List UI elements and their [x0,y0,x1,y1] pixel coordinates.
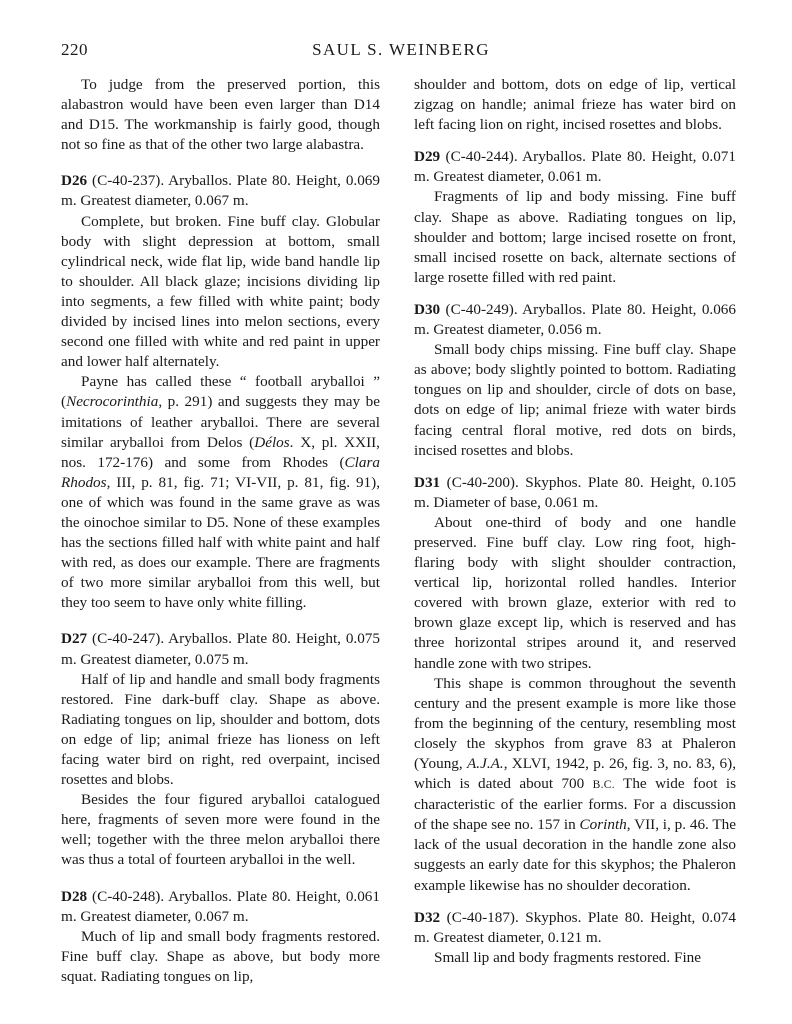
entry-d30-description: Small body chips missing. Fine buff clay. Shape as above; body slightly pointed to bottom. Radiating tongues on lip and shoulder, circle of dots on base, dots on edge of lip; animal frieze with water birds facing central floral motive, red dots on birds, incised rosettes and blobs. [414,341,736,459]
catalog-number: D26 [61,172,88,190]
text-run: Payne has called these “ football aryballoi ” ( [61,373,380,411]
catalog-number: D28 [61,887,88,905]
entry-specs: (C-40-237). Aryballos. Plate 80. Height, 0.069 m. Greatest diameter, 0.067 m. [61,172,380,210]
catalog-number: D30 [414,300,441,318]
entry-specs: (C-40-247). Aryballos. Plate 80. Height, 0.075 m. Greatest diameter, 0.075 m. [61,630,380,668]
entry-d27-heading [61,629,380,669]
entry-d32-description: Small lip and body fragments restored. Fine [434,948,701,966]
catalog-number: D31 [414,473,441,491]
left-column [61,75,380,987]
entry-d28-heading [61,887,380,927]
text-run: , III, p. 81, fig. 71; VI-VII, p. 81, fig. 91), one of which was found in the same grave as was the oinochoe similar to D5. None of these examples has the sections filled half with white paint and half with red, as does our example. There are fragments of two more similar aryballoi from this well, but they too seem to have only white filling. [61,473,380,612]
entry-d31-description: About one-third of body and one handle preserved. Fine buff clay. Low ring foot, high-flaring body with slight shoulder contraction, vertical lip, horizontal rolled handles. Interior covered with brown glaze, exterior with red to brown glaze except lip, which is reserved and has three horizontal stripes around it, and reserved handle zone with two stripes. [414,513,736,672]
text-run: , XLVI, 1942, p. 26, fig. 3, no. 83, 6), which is dated about 700 [414,755,736,793]
small-caps-era: B.C. [592,779,615,792]
entry-d28-description-continued: shoulder and bottom, dots on edge of lip, vertical zigzag on handle; animal frieze has water bird on left facing lion on right, incised rosettes and blobs. [414,76,736,134]
catalog-number: D32 [414,908,441,926]
running-head: SAUL S. WEINBERG [312,40,490,59]
entry-specs: (C-40-187). Skyphos. Plate 80. Height, 0.074 m. Greatest diameter, 0.121 m. [414,908,736,946]
text-run: , VII, i, p. 46. The lack of the usual decoration in the handle zone also suggests an early date for this skyphos; the Phaleron example likewise has no shoulder decoration. [414,816,736,894]
entry-specs: (C-40-244). Aryballos. Plate 80. Height, 0.071 m. Greatest diameter, 0.061 m. [414,148,736,186]
italic-title: Necrocorinthia [66,393,159,411]
entry-d29-description: Fragments of lip and body missing. Fine buff clay. Shape as above. Radiating tongues on lip, shoulder and bottom; large incised rosette on front, small incised rosette on back, alternate sections of large rosette filled with red paint. [414,188,736,286]
catalog-number: D29 [414,148,441,166]
entry-d26-heading [61,171,380,211]
text-run: , p. 291) and suggests they may be imitations of leather aryballoi. There are several similar aryballoi from Delos ( [61,393,380,451]
text-run: . X, pl. XXII, nos. 172-176) and some from Rhodes ( [61,433,380,471]
entry-d26-description: Complete, but broken. Fine buff clay. Globular body with slight depression at bottom, small cylindrical neck, wide flat lip, wide band handle lip to shoulder. All black glaze; incisions dividing lip into segments, a few filled with white paint; body divided by incised lines into melon sections, every second one filled with white and red paint in upper and lower half alternately. [61,212,380,371]
text-run: The wide foot is characteristic of the earlier forms. For a discussion of the shape see no. 157 in [414,775,736,834]
italic-title: Clara Rhodos [61,453,380,491]
entry-d31-discussion [414,674,736,896]
italic-title: A.J.A. [467,755,504,772]
entry-d30-heading [414,300,736,340]
entry-d27-note: Besides the four figured aryballoi catalogued here, fragments of seven more were found in the well; together with the three melon aryballoi there was thus a total of fourteen aryballoi in the well. [61,791,380,869]
entry-d28-description: Much of lip and small body fragments restored. Fine buff clay. Shape as above, but body more squat. Radiating tongues on lip, [61,927,380,985]
entry-specs: (C-40-200). Skyphos. Plate 80. Height, 0.105 m. Diameter of base, 0.061 m. [414,473,736,511]
page-number: 220 [61,40,88,59]
entry-d32-heading [414,908,736,948]
entry-d31-heading [414,473,736,513]
italic-title: Corinth [579,816,627,834]
text-run: This shape is common throughout the seventh century and the present example is more like those from the beginning of the century, resembling most closely the skyphos from grave 83 at Phaleron (Young, [414,674,736,772]
entry-specs: (C-40-248). Aryballos. Plate 80. Height, 0.061 m. Greatest diameter, 0.067 m. [61,887,380,925]
entry-d29-heading [414,147,736,187]
entry-d26-discussion [61,372,380,613]
entry-specs: (C-40-249). Aryballos. Plate 80. Height, 0.066 m. Greatest diameter, 0.056 m. [414,300,736,339]
entry-d27-description: Half of lip and handle and small body fragments restored. Fine dark-buff clay. Shape as above. Radiating tongues on lip, shoulder and bottom, dots on edge of lip; animal frieze has lioness on left facing water bird on right, red overpaint, incised rosettes and blobs. [61,670,380,789]
italic-title: Délos [254,433,290,451]
right-column [414,75,736,968]
page-header [61,40,741,64]
catalog-number: D27 [61,630,88,648]
intro-paragraph: To judge from the preserved portion, this alabastron would have been even larger than D14 and D15. The workmanship is fairly good, though not so fine as that of the other two large alabastra. [61,76,380,154]
